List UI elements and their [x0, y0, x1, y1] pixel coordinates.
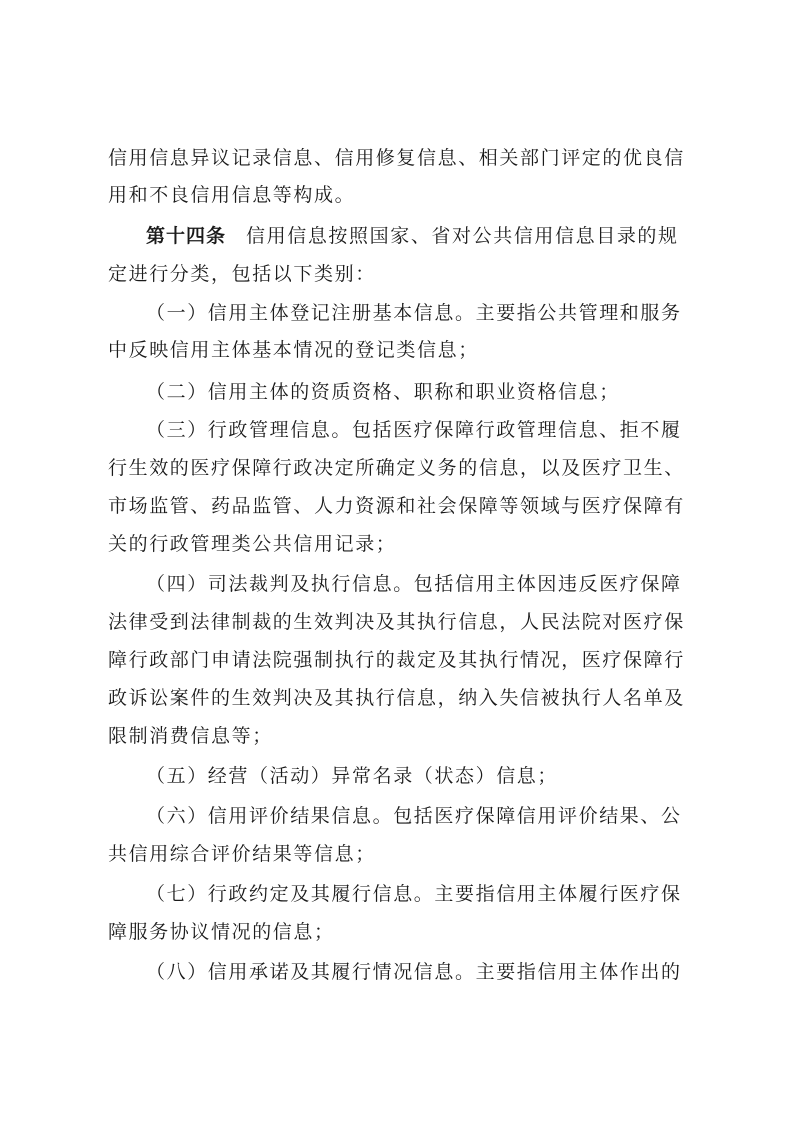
text-line: 障行政部门申请法院强制执行的裁定及其执行情况，医疗保障行	[108, 649, 685, 671]
text-line: 定进行分类，包括以下类别：	[108, 263, 376, 285]
list-item-8: （八）信用承诺及其履行情况信息。主要指信用主体作出的	[146, 961, 682, 983]
text-line: 中反映信用主体基本情况的登记类信息；	[108, 339, 479, 361]
text-line: 障服务协议情况的信息；	[108, 921, 335, 943]
text-line: 信用信息异议记录信息、信用修复信息、相关部门评定的优良信	[108, 147, 685, 169]
list-item-5: （五）经营（活动）异常名录（状态）信息；	[146, 765, 559, 787]
article-line	[146, 224, 726, 248]
text-line: 行生效的医疗保障行政决定所确定义务的信息，以及医疗卫生、	[108, 457, 685, 479]
article-heading: 第十四条	[146, 225, 227, 247]
list-item-3: （三）行政管理信息。包括医疗保障行政管理信息、拒不履	[146, 419, 682, 441]
text-line: 法律受到法律制裁的生效判决及其执行信息，人民法院对医疗保	[108, 611, 685, 633]
text-line: 关的行政管理类公共信用记录；	[108, 533, 397, 555]
text-line: 用和不良信用信息等构成。	[108, 184, 356, 206]
text-line: 市场监管、药品监管、人力资源和社会保障等领域与医疗保障有	[108, 495, 685, 517]
list-item-4: （四）司法裁判及执行信息。包括信用主体因违反医疗保障	[146, 573, 682, 595]
text-line: 共信用综合评价结果等信息；	[108, 843, 376, 865]
list-item-7: （七）行政约定及其履行信息。主要指信用主体履行医疗保	[146, 883, 682, 905]
text-line: 政诉讼案件的生效判决及其执行信息，纳入失信被执行人名单及	[108, 687, 685, 709]
list-item-1: （一）信用主体登记注册基本信息。主要指公共管理和服务	[146, 302, 682, 324]
list-item-6: （六）信用评价结果信息。包括医疗保障信用评价结果、公	[146, 805, 682, 827]
article-text: 信用信息按照国家、省对公共信用信息目录的规	[246, 225, 679, 247]
list-item-2: （二）信用主体的资质资格、职称和职业资格信息；	[146, 381, 620, 403]
text-line: 限制消费信息等；	[108, 725, 273, 747]
